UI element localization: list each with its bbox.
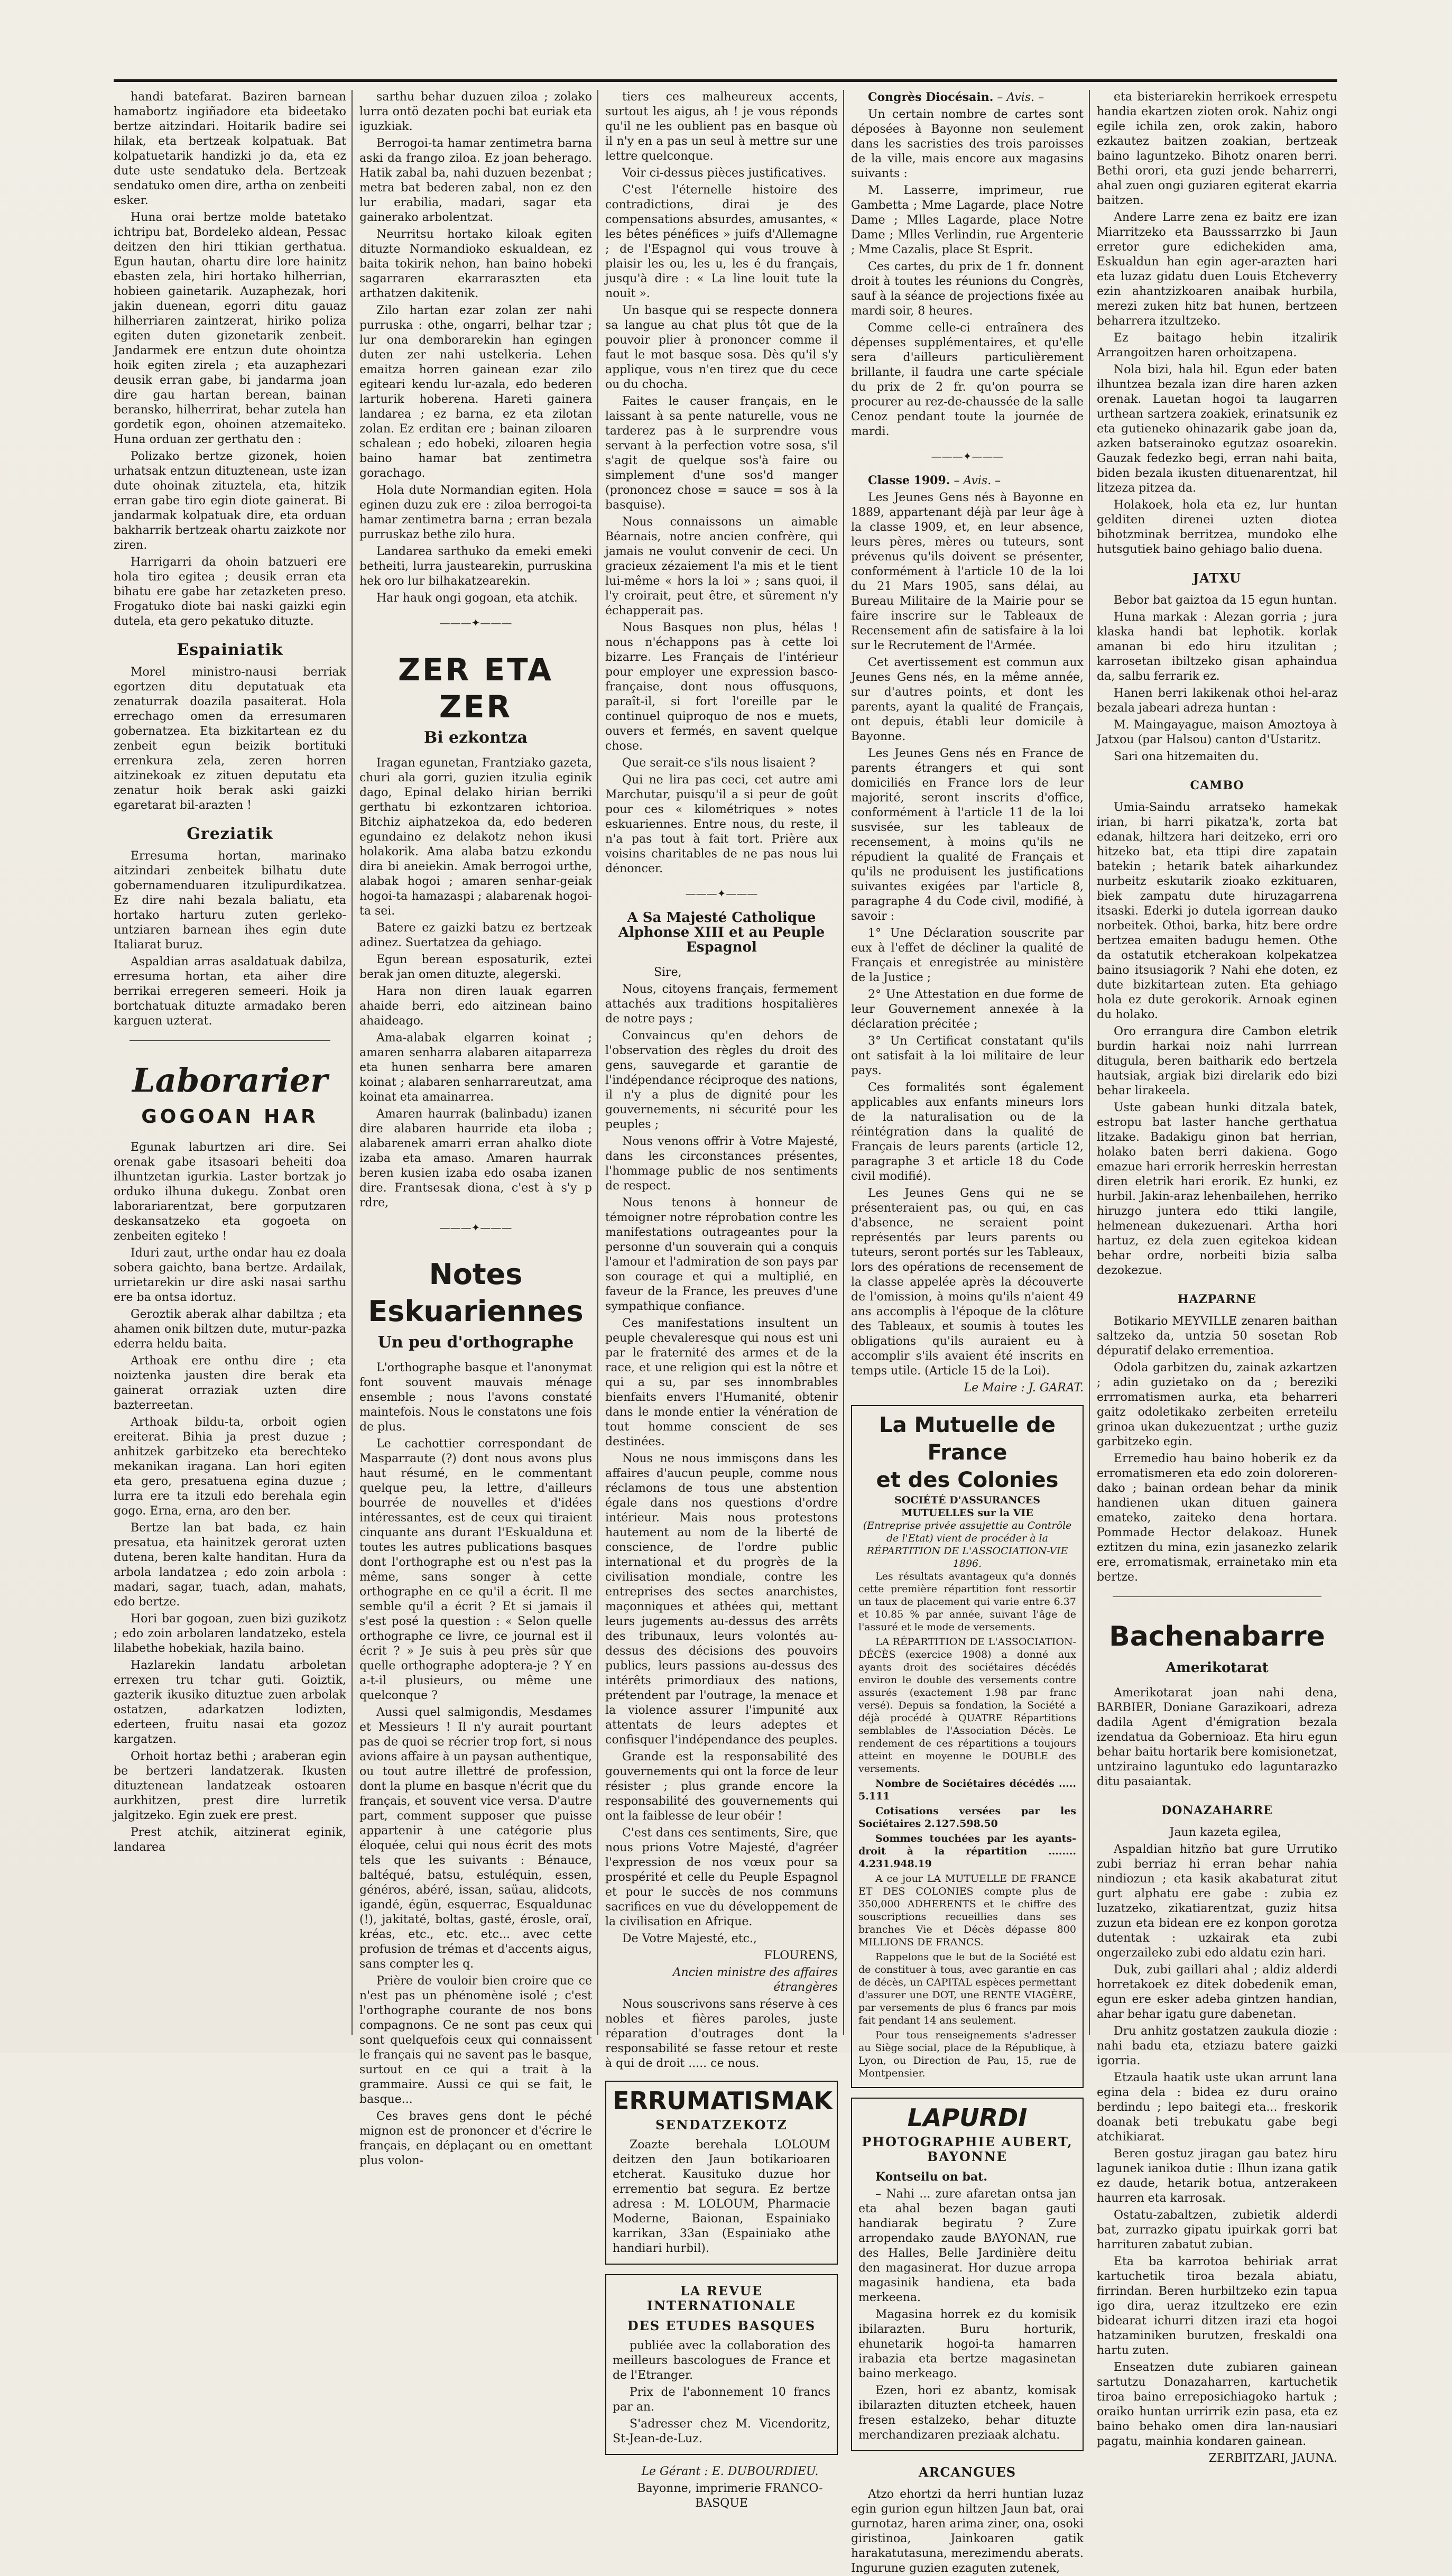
paragraph: Egun berean esposaturik, eztei berak jan omen dituzte, alegerski. (359, 953, 592, 981)
classe-lead (851, 473, 1084, 488)
paragraph: Nous ne nous immisçons dans les affaires d'aucun peuple, comme nous réclamons de tous une abstention égale dans nos questions d'ordre intérieur. Mais nous protestons hautement au nom de la liberté de conscience, de l'ordre public international et du progrès de la civilisation mondiale, contre les entreprises des sectes anarchistes, maçonniques et athées qui, mettant leurs jugements au-dessus des arrêts des tribunaux, leurs volontés au-dessus des décisions des pouvoirs publics, leurs passions au-dessus des intérêts primordiaux des nations, prétendent par l'outrage, la menace et la violence assurer l'impunité aux attentats de leurs adeptes et confisquer l'indépendance des peuples. (605, 1452, 838, 1747)
paragraph: Batere ez gaizki batzu ez bertzeak adinez. Suertatzea da gehiago. (359, 921, 592, 949)
paragraph: Oro errangura dire Cambon eletrik burdin harkai noiz nahi lurrrean ditugula, beren baitharik edo bertzela hautsiak, argiak bizi direlarik edo bizi behar lirakeela. (1097, 1025, 1337, 1097)
heading-donazaharre: DONAZAHARRE (1161, 1804, 1273, 1817)
paragraph: Ezen, hori ez abantz, komisak ibilarazten dituzten etcheek, hauen fresen estalzeko, behar dituzte merchandizaren preziaak alchatu. (858, 2384, 1076, 2442)
paragraph: Le cachottier correspondant de Masparraute (?) dont nous avons plus haut résumé, en le commentant quelque peu, la lettre, d'ailleurs bourrée de nouvelles et d'idées intéressantes, est de ceux qui tiraient cinquante ans durant l'Eskualduna et toutes les autres publications basques dont l'orthographe est ou n'est pas la même, sans songer à cette orthographe en ce qu'il a écrit. Il me semble qu'il a écrit ? Et si jamais il s'est posé la question : « Selon quelle orthographe ce livre, ce journal est il écrit ? » Je suis à peu près sûr que quelle orthographe adoptera-je ? Y en a-t-il plusieurs, ou même une quelconque ? (359, 1437, 592, 1702)
paragraph: Les résultats avantageux qu'a donnés cette première répartition font ressortir un taux de placement qui varie entre 6.37 et 10.85 % par année, suivant l'âge de l'assuré et le mode de versements. (858, 1571, 1076, 1633)
title-notes-eskuariennes: Notes Eskuariennes (368, 1258, 584, 1328)
paragraph: Cet avertissement est commun aux Jeunes Gens nés, en la même année, sur d'autres points, et dont les parents, ayant la qualité de Français, ont depuis, établi leur domicile à Bayonne. (851, 656, 1084, 743)
paragraph: Dru anhitz gostatzen zaukula diozie : nahi badu eta, etziazu batere gaizki igorria. (1097, 2025, 1337, 2067)
paragraph: Enseatzen dute zubiaren gainean sartutzu Donazaharren, kartuchetik tiroa baino erreposichiagoko hartuk ; oraiko huntan urrirrik ezin pasa, eta ez baino behako omen dira lan-nausiari pagatu, mainhia kondaren gainean. (1097, 2361, 1337, 2448)
col2-intro (359, 90, 592, 606)
paragraph: Holakoek, hola eta ez, lur huntan gelditen direnei uzten diotea bihotzminak berritzea, mundoko elhe hutsgutiek baino gehiago balio duena. (1097, 498, 1337, 556)
paragraph: Nola bizi, hala hil. Egun eder baten ilhuntzea bezala izan dire haren azken orenak. Lauetan hogoi ta laugarren urthean sartzera zoakiek, erinatsunik ez eta gutieneko ohinazarik gabe joan da, azken batserainoko egutzaz osoarekin. Gauzak fedezko begi, erran nahi baita, biden bezala ikusten dituenarentzat, hil litzeza pitzea da. (1097, 363, 1337, 495)
paragraph: Odola garbitzen du, zainak azkartzen ; adin guzietako on da ; bereziki errromatismen aurka, eta beharreri gaitz odoletikako zerbeiten erreteilu grinoa ukan dukezuentzat ; urthe guziz garbitzeko egin. (1097, 1361, 1337, 1448)
ad-mutuelle-body (858, 1570, 1076, 1775)
paragraph: Har hauk ongi gogoan, eta atchik. (376, 592, 578, 605)
paragraph: C'est dans ces sentiments, Sire, que nous prions Votre Majesté, d'agréer l'expression de nos vœux pour sa prospérité et celle du Peuple Espagnol et pour le succès de nos communs sacrifices en vue du développement de la civilisation en Afrique. (605, 1826, 838, 1928)
heading-hazparne: HAZPARNE (1177, 1292, 1257, 1306)
col5-cambo (1097, 800, 1337, 1278)
ad-revue-addr: S'adresser chez M. Vicendoritz, St-Jean-de-Luz. (613, 2417, 830, 2445)
ad-revue-body: publiée avec la collaboration des meilleurs bascologues de France et de l'Etranger. (613, 2339, 830, 2382)
paragraph: Iduri zaut, urthe ondar hau ez doala sobera gaichto, bana bertze. Ardailak, urrietarekin ur dire aski nasai sarthu ere ba ontsa idortuz. (114, 1247, 346, 1304)
col2-ezkontza (359, 756, 592, 1211)
col3-lettre (605, 982, 838, 1946)
ad-mutuelle-title-1: La Mutuelle de France (879, 1413, 1056, 1465)
paragraph: Prière de vouloir bien croire que ce n'est pas un phénomène isolé ; c'est l'orthographe courante de nos bons compagnons. Ce ne sont pas ceux qui sont quelquefois ceux qui connaissent le français qui ne savent pas le basque, surtout en ce qui a trait à la grammaire. Aussi ce qui se fait, le basque... (359, 1974, 592, 2106)
ad-lapurdi-title: LAPURDI (907, 2103, 1028, 2132)
ad-errumatismak-title: ERRUMATISMAK (613, 2086, 833, 2115)
heading-amerikotarat: Amerikotarat (1166, 1660, 1269, 1676)
paragraph: Ces cartes, du prix de 1 fr. donnent droit à toutes les réunions du Congrès, sauf à la séance de projections fixée au mardi soir, 8 heures. (851, 260, 1084, 318)
col5-donazaharre (1097, 1842, 1337, 2449)
paragraph: Uste gabean hunki ditzala batek, estropu bat laster hanche gerthatua litzake. Badakigu ginon bat herrian, holako baten berri dakiena. Gogo emazue hari errorik herreskin herrestan diren eletrik hari erorik. Ez hunki, ez hurbil. Jakin-araz lehenbailehen, herriko hiruzgo juntera edo ttiki langile, helmenean dukezuenari. Artha hori hartuz, ez dela zuen egitekoa kidean behar ordre, norbeiti bizia salba dezokezue. (1097, 1101, 1337, 1277)
paragraph: sarthu behar duzuen ziloa ; zolako lurra ontö dezaten pochi bat euriak eta iguzkiak. (359, 90, 592, 133)
col1-grezia (114, 849, 346, 1029)
paragraph: Aspaldian arras asaldatuak dabilza, erresuma hortan, eta aiher dire berrikai erregeren semeeri. Hoik ja bortchatuak dituzte armadako beren karguen uzterat. (114, 955, 346, 1028)
paragraph: Ostatu-zabaltzen, zubietik alderdi bat, zurrazko gipatu ipuirkak gorri bat harrituren zabatut zubian. (1097, 2209, 1337, 2251)
ornament-separator: ———✦——— (931, 450, 1004, 463)
paragraph: Sari ona hitzemaiten du. (1114, 750, 1259, 763)
paragraph: Aspaldian hitzño bat gure Urrutiko zubi berriaz hi erran behar nahia nindiozun ; eta kasik akabaturat zitut gurt alphatu ere gabe : zubia ez luzatzeko, zikatiarentzat, guziz hitsa zuzun eta bidean ere ez konpon gorotza dutentak : uzkairak eta zubi ongerzaileko zubi edo aldatu ezin hari. (1097, 1843, 1337, 1960)
ad-revue-line2: DES ETUDES BASQUES (627, 2318, 816, 2333)
paragraph: Huna orai bertze molde batetako ichtripu bat, Bordeleko aldean, Pessac deitzen den hiri ttikian gerthatua. Egun hautan, ohartu dire lore hainitz ebasten zela, hiri hortako hilherrian, hobieen gainetarik. Auzaphezak, hori jakin duenean, egorri ditu gauaz hilherriaren zaintzerat, hiriko poliza egiten duten gizonetarik zenbeit. Jandarmek ere entzun dute ohointza hoik egiten zirela ; eta auzaphezari deusik erran gabe, bi jandarma joan dire gau hartan berean, bainan beransko, hilherrirat, behar zutela han gordetik egon, ohoinen atzemaiteko. Huna orduan zer gerthatu den : (114, 211, 346, 446)
paragraph: Ces braves gens dont le péché mignon est de prononcer et d'écrire le français, en déplaçant ou en omettant plus volon- (359, 2110, 592, 2167)
ad-errumatismak-body: Zoazte berehala LOLOUM deitzen den Jaun botikarioaren etcherat. Kausituko duzue hor errementio bat segura. Ez bertze adresa : M. LOLOUM, Pharmacie Moderne, Baionan, Espainiako karrikan, 33an (Espainiako athe handiari hurbil). (613, 2138, 830, 2255)
col1-espainia (114, 665, 346, 813)
ad-lapurdi-konts-title: Kontseilu on bat. (875, 2170, 988, 2184)
paragraph: Nous, citoyens français, fermement attachés aux traditions hospitalières de notre pays ; (605, 983, 838, 1026)
paragraph: handi batefarat. Baziren barnean hamabortz ingiñadore eta bideetako bertze aitzindari. Hoitarik badire sei hilak, eta bertzeak kolpatuak. Bat kolpatuetarik handizki jo da, eta ez dute uste sendatuko dela. Bertzeak sendatuko omen dire, artha on zenbeiti esker. (114, 90, 346, 207)
paragraph: Magasina horrek ez du komisik ibilarazten. Buru horturik, ehunetarik hogoi-ta hamarren irabazia eta bertze magasinetan baino merkeago. (858, 2308, 1076, 2380)
congres-title: Congrès Diocésain. (868, 90, 994, 104)
col1-intro (114, 90, 346, 629)
paragraph: Egunak laburtzen ari dire. Sei orenak gabe itsasoari beheiti doa ilhuntzetan igurkia. Laster bortzak jo orduko ilhuna dukegu. Zonbat oren laborariarentzat, bere gorputzaren deskansatzeko eta gogoeta on zenbeiten egiteko ! (114, 1141, 346, 1243)
jaun-kazeta: Jaun kazeta egilea, (1169, 1826, 1282, 1839)
paragraph: 1° Une Déclaration souscrite par eux à l'effet de décliner la qualité de Français et enregistrée au ministère de la Justice ; (851, 927, 1084, 984)
title-bachenabarre: Bachenabarre (1109, 1621, 1325, 1652)
paragraph: Ces formalités sont également applicables aux enfants mineurs lors de la naturalisation ou de la réintégration dans la qualité de Français de leurs parents (article 12, paragraphe 3 et article 18 du Code civil modifié). (851, 1081, 1084, 1183)
ad-revue-line1: LA REVUE INTERNATIONALE (646, 2283, 797, 2313)
paragraph: Les Jeunes Gens nés en France de parents étrangers et qui sont domiciliés en France lors de leur majorité, seront inscrits d'office, conformément à l'article 11 de la loi susvisée, sur les tableaux de recensement, à moins qu'ils ne répudient la qualité de Français et qu'ils ne produisent les justifications suivantes exigées par l'article 8, paragraphe 4 du Code civil, modifié, à savoir : (851, 747, 1084, 923)
paragraph: Qui ne lira pas ceci, cet autre ami Marchutar, puisqu'il a si peur de goût pour ces « kilométriques » notes eskuariennes. Entre nous, du reste, il n'a pas tout à fait tort. Prière aux voisins charitables de ne pas nous lui dénoncer. (605, 773, 838, 875)
paragraph: L'orthographe basque et l'anonymat font souvent mauvais ménage ensemble ; nous l'avons constaté maintefois. Nous le constatons une fois de plus. (359, 1361, 592, 1434)
paragraph: Eta ba karrotoa behiriak arrat kartuchetik tiroa bezala abiatu, firrindan. Beren hurbiltzeko ezin tapua igo dira, ueraz itzultzeko ere ezin bidearat ichurri ditzen irazi eta hogoi hatzaminiken burutzen, freskaldi ona hartu zuten. (1097, 2255, 1337, 2357)
paragraph: Aussi quel salmigondis, Mesdames et Messieurs ! Il n'y aurait pourtant pas de quoi se récrier trop fort, si nous avions affaire à un paysan authentique, ou tout autre illettré de profession, dont la plume en basque n'écrit que du français, et souvent vice versa. D'autre part, comment supposer que puisse appartenir à une catégorie plus éloquée, celui qui nous écrit des mots tels que les suivants : Bénauce, baltéqué, batsu, estuléquin, essen, généros, abéré, issan, saüau, alidcots, igandé, égün, esquerrac, Esqualdunac (!), jakitaté, boltas, gasté, érosle, oraï, kréas, etc., etc. etc... avec cette profusion de trémas et d'accents aigus, sans compter les q. (359, 1706, 592, 1971)
heading-arcangues: ARCANGUES (918, 2464, 1016, 2480)
paragraph: De Votre Majesté, etc., (622, 1932, 757, 1945)
printer: Bayonne, imprimerie FRANCO-BASQUE (637, 2482, 823, 2510)
paragraph: C'est l'éternelle histoire des contradictions, dirai je des compensations absurdes, amusantes, « les bêtes pénéfices » juifs d'Allemagne ; de l'Espagnol qui vous trouve à plaisir les ou, les u, les é du français, jusqu'à dire : « La line louit tute la nouit ». (605, 183, 838, 300)
separator (130, 1040, 330, 1041)
paragraph: Nombre de Sociétaires décédés ..... 5.111 (858, 1778, 1076, 1802)
ad-lapurdi-sub: PHOTOGRAPHIE AUBERT, BAYONNE (862, 2134, 1073, 2164)
ornament-separator: ———✦——— (439, 616, 512, 629)
paragraph: Beren gostuz jiragan gau batez hiru lagunek ianikoa dutie : Ilhun izana gatik ez daude, hetarik botua, antzerakeen haurren eta karrosak. (1097, 2147, 1337, 2205)
top-rule (114, 79, 1337, 82)
paragraph: 3° Un Certificat constatant qu'ils ont satisfait à la loi militaire de leur pays. (851, 1035, 1084, 1077)
ad-errumatismak-sub: SENDATZEKOTZ (655, 2117, 788, 2132)
column-rule (597, 90, 598, 2035)
col1-laborarier (114, 1140, 346, 1855)
paragraph: Hola dute Normandian egiten. Hola eginen duzu zuk ere : ziloa berrogoi-ta hamar zentimetra barna ; erran bezala purruskaz bethe zilo hura. (359, 484, 592, 541)
paragraph: Polizako bertze gizonek, hoien urhatsak entzun dituztenean, uste izan dute ohoinak zituztela, eta, hitzik erran gabe tiro egin diote gainerat. Bi jandarmak kolpatuak dire, eta orduan bakharrik bertzeak ohartu zaizkote nor ziren. (114, 450, 346, 552)
congres-avis: – Avis. – (997, 91, 1044, 104)
paragraph: Orhoit hortaz bethi ; araberan egin be bertzeri landatzerak. Ikusten dituztenean landatzeak ostoaren aurkhitzen, prest dire lurretik jalgitzeko. Egin zuek ere prest. (114, 1750, 346, 1822)
paragraph: Neurritsu hortako kiloak egiten dituzte Normandioko eskualdean, ez baita tokirik nehon, han baino hobeki sagarraren ekarraraszten eta arthatzen dakitenik. (359, 228, 592, 300)
title-zer-eta-zer: ZER ETA ZER (397, 652, 554, 725)
gerant: Le Gérant : E. DUBOURDIEU. (641, 2465, 819, 2478)
paragraph: Que serait-ce s'ils nous lisaient ? (622, 756, 816, 770)
paragraph: tiers ces malheureux accents, surtout les aigus, ah ! je vous réponds qu'il ne les oublient pas en basque où il n'y en a pas un seul à mettre sur une lettre quelconque. (605, 90, 838, 163)
paragraph: A ce jour LA MUTUELLE DE FRANCE ET DES COLONIES compte plus de 350,000 ADHERENTS et le chiffre des souscriptions recueillies dans ses branches Vie et Décès dépasse 800 MILLIONS DE FRANCS. (858, 1873, 1076, 1948)
ad-mutuelle-title-2: et des Colonies (876, 1468, 1059, 1492)
heading-alphonse-xiii: A Sa Majesté Catholique Alphonse XIII et au Peuple Espagnol (618, 910, 825, 955)
paragraph: Faites le causer français, en le laissant à sa pente naturelle, vous ne tarderez pas à le surprendre vous servant à la perfection votre sosa, s'il s'agit de quelque sos'à faire ou simplement d'une sos'd manger (prononcez chose = sauce = sos à la basquise). (605, 395, 838, 512)
zerbitzari: ZERBITZARI, JAUNA. (1208, 2452, 1337, 2465)
section-heading-grezia: Greziatik (187, 825, 273, 843)
section-heading-espainia: Espainiatik (177, 641, 283, 659)
paragraph: Les Jeunes Gens nés à Bayonne en 1889, appartenant déjà par leur âge à la classe 1909, et, en leur absence, leurs pères, mères ou tuteurs, sont prévenus qu'ils doivent se présenter, conformément à l'article 10 de la loi du 21 Mars 1905, sans délai, au Bureau Militaire de la Mairie pour se faire inscrire sur le Tableaux de Recensement afin de satisfaire à la loi sur le Recrutement de l'Armée. (851, 491, 1084, 652)
signature-role: Ancien ministre des affaires étrangères (672, 1966, 838, 1994)
paragraph: Iragan egunetan, Frantziako gazeta, churi ala gorri, guzien itzulia eginik dago, Epinal delako hirian berriki gerthatu bi ezkontzaren ichtorioa. Bitchiz aiphatzekoa da, edo bederen egundaino ez delakotz nehon ikusi holakorik. Ama alaba batzu ezkondu dira bi aneiekin. Amak berrogoi urthe, alabak hogoi ; amaren senhar-geiak hogoi-ta hamazaspi ; alabarenak hogoi-ta sei. (359, 756, 592, 918)
paragraph: M. Maingayague, maison Amoztoya à Jatxou (par Halsou) canton d'Ustaritz. (1097, 718, 1337, 746)
paragraph: Prest atchik, aitzinerat eginik, landarea (114, 1826, 346, 1854)
paragraph: Landarea sarthuko da emeki emeki betheiti, lurra jaustearekin, purruskina hek oro lur bilhakatzearekin. (359, 545, 592, 588)
paragraph: Bebor bat gaiztoa da 15 egun huntan. (1114, 594, 1337, 607)
paragraph: – Nahi ... zure afaretan ontsa jan eta ahal bezen bagan gauti handiarak begiratu ? Zure arropendako zaude BAYONAN, rue des Halles, Belle Jardinière deitu den magasinerat. Hor duzue arropa magasinik handiena, eta bada merkeena. (858, 2187, 1076, 2304)
ad-lapurdi (851, 2098, 1084, 2451)
col3-intro (605, 90, 838, 876)
paragraph: Bertze lan bat bada, ez hain presatua, eta hainitzek gerorat uzten dutena, beren kalte handitan. Hura da arbola landatzea ; edo zoin arbola : madari, sagar, tuach, adan, mahats, edo bertze. (114, 1521, 346, 1609)
paragraph: Hori bar gogoan, zuen bizi guzikotz ; edo zoin arbolaren landatzeko, estela lilabethe hobekiak, hazila baino. (114, 1612, 346, 1655)
arcangues-body: Atzo ehortzi da herri huntian luzaz egin gurion egun hiltzen Jaun bat, orai gurnotaz, haren arima ziner, ona, osoki giristinoa, Jainkoaren gatik harakatutasuna, merezimendu aberats. Ingurune guzien ezaguten zutenek, (851, 2488, 1084, 2575)
paragraph: Arthoak bildu-ta, orboit ogien ereiterat. Bihia ja prest duzue ; anhitzek garbitzeko eta berechteko mekanikan iragana. Lan hori egiten eta gero, presatuena egina duzue ; lurra ere ta itzuli edo berehala egin gogo. Erna, erna, aro den ber. (114, 1416, 346, 1518)
ad-errumatismak (605, 2081, 838, 2265)
ad-mutuelle-stats (858, 1777, 1076, 1870)
ad-mutuelle-body2 (858, 1872, 1076, 2080)
col5-hazparne (1097, 1314, 1337, 1585)
paragraph: Ez baitago hebin itzalirik Arrangoitzen haren orhoitzapena. (1097, 331, 1337, 359)
column-3 (605, 90, 838, 2510)
paragraph: 2° Une Attestation en due forme de leur Gouvernement annexée à la déclaration précitée ; (851, 988, 1084, 1031)
paragraph: Andere Larre zena ez baitz ere izan Miarritzeko eta Bausssarrzko bi Jaun erretor gure edichekiden ama, Eskualdun han egin ager-arazten hari eta luzaz gidatu duen Louis Etcheverry ezin ahantzizkoaren anaibak hurbila, merezi zuken hitz bat hunen, bertzeen beharrera itzultzeko. (1097, 211, 1337, 328)
ad-mutuelle-sub2: (Entreprise privée assujettie au Contrôle de l'Etat) vient de procéder à la RÉPARTITION DE L'ASSOCIATION-VIE 1896. (863, 1520, 1072, 1569)
congres-lead (851, 90, 1084, 105)
ad-revue-internationale (605, 2274, 838, 2455)
paragraph: Nous tenons à honneur de témoigner notre réprobation contre les manifestations outrageantes pour la personne d'un souverain qui a conquis l'amour et l'admiration de son pays par son courage et qui a multiplié, en faveur de la France, les preuves d'une sympathique confiance. (605, 1196, 838, 1313)
ad-revue-price: Prix de l'abonnement 10 francs par an. (613, 2386, 830, 2414)
paragraph: Umia-Saindu arratseko hamekak irian, bi harri pikatza'k, zorta bat edanak, hiltzera hari deitzeko, erri oro hitzeko bat, eta ttipi dire zapatain batekin ; hetarik batek aiharkundez nurbeitz eskutarik zioako ezkituaren, biek zampatu dute hiruzagarrena itsaski. Ederki jo dutela igorrean dauko norbeitek. Othoi, barka, hitz bere ordre bertzea emaiten badugu hemen. Othe da ostatutik etcherakoan kolpekatzea baino itsusiagorik ? Nahi ehe doten, ez dute bizkitartean zuten. Eta gehiago hola ez dute gerokorik. Arnoak eginen du holako. (1097, 801, 1337, 1021)
classe-title: Classe 1909. (868, 474, 950, 487)
col4-classe (851, 491, 1084, 1379)
paragraph: Sommes touchées par les ayants-droit à la répartition ........ 4.231.948.19 (858, 1833, 1076, 1870)
paragraph: Huna markak : Alezan gorria ; jura klaska handi bat lephotik. korlak amanan bi edo hiru itzulitan ; karrosetan ibiltzeko gisan aphaindua da, salbu ferrarik ez. (1097, 611, 1337, 683)
heading-cambo: CAMBO (1190, 779, 1244, 792)
paragraph: Erremedio hau baino hoberik ez da erromatismeren eta edo zoin doloreren-dako ; bainan ordean behar da minik handienen ukan dituen gainera emateko, zaiteko dena hortara. Pommade Hector delakoaz. Hunek eztitzen du mina, ezin jasanezko zelarik ere, erromatismak, errainetako min eta bertze. (1097, 1452, 1337, 1584)
heading-orthographe: Un peu d'orthographe (377, 1333, 574, 1352)
paragraph: Morel ministro-nausi berriak egortzen ditu deputatuak eta zenaturrak doazila pasaiterat. Hola errechago omen da erresumaren gobernatzea. Eta bizkitartean ez du zenbeit egun beizik bortituki errenkura zela, zeren horren aitzinekoak ez zituen deputatu eta zenatur hoik berak aski gaizki egaretarat bil-arazten ! (114, 666, 346, 812)
col5-jatxu (1097, 593, 1337, 764)
paragraph: Etzaula haatik uste ukan arrunt lana egina dela : bidea ez duru oraino berdindu ; lepo baitegi eta... freskorik doanak beti trebukatu gabe begi atchikiarat. (1097, 2071, 1337, 2144)
souscription: Nous souscrivons sans réserve à ces nobles et fières paroles, juste réparation d'outrages dont la responsabilité se fasse retour et reste à qui de droit ..... ce nous. (605, 1998, 838, 2070)
paragraph: Nous connaissons un aimable Béarnais, notre ancien confrère, qui jamais ne voulut convenir de ceci. Un gracieux zézaiement l'a mis et le tient lui-même « hors la loi » ; sans quoi, il l'y croirait, peut être, et sûrement n'y échapperait pas. (605, 515, 838, 617)
column-2 (359, 90, 592, 2167)
column-4 (851, 90, 1084, 2575)
paragraph: Un basque qui se respecte donnera sa langue au chat plus tôt que de la pouvoir plier à prononcer comme il faut le mot basque sosa. Dès qu'il s'y applique, vous n'en tirez que du cece ou du chocha. (605, 304, 838, 391)
ad-lapurdi-lead (858, 2169, 1076, 2185)
salutation: Sire, (654, 966, 682, 979)
subtitle-gogoan-har: GOGOAN HAR (141, 1106, 319, 1128)
amer-body: Amerikotarat joan nahi dena, BARBIER, Doniane Garazikoari, adreza dadila Agent d'émigration bezala izendatua da Gobernioaz. Eta hiru egun behar baitu hortarik bere komisionetzat, untziraino laguntuko edo laguntarazko ditu pasaiantak. (1097, 1686, 1337, 1788)
paragraph: M. Lasserre, imprimeur, rue Gambetta ; Mme Lagarde, place Notre Dame ; Mlles Lagarde, place Notre Dame ; Mlles Verlindin, rue Argenterie ; Mme Cazalis, place St Esprit. (851, 184, 1084, 256)
column-5 (1097, 90, 1337, 2465)
paragraph: Les Jeunes Gens qui ne se présenteraient pas, ou qui, en cas d'absence, ne seraient point représentés par leurs parents ou tuteurs, seront portés sur les Tableaux, lors des opérations de recensement de la classe appelée après la découverte de l'omission, à moins qu'ils n'aient 49 ans accomplis à l'époque de la clôture des Tableaux, et soumis à toutes les obligations qu'ils auraient eu à accomplir s'ils avaient été inscrits en temps utile. (Article 15 de la Loi). (851, 1187, 1084, 1378)
paragraph: Hanen berri lakikenak othoi hel-araz bezala jabeari adreza huntan : (1097, 687, 1337, 715)
heading-jatxu: JATXU (1192, 570, 1242, 586)
ad-mutuelle (851, 1405, 1084, 2088)
paragraph: Un certain nombre de cartes sont déposées à Bayonne non seulement dans les sacristies des trois paroisses de la ville, mais encore aux magasins suivants : (851, 108, 1084, 180)
paragraph: Rappelons que le but de la Société est de constituer à tous, avec garantie en cas de décès, un CAPITAL espèces permettant d'assurer une DOT, une RENTE VIAGÈRE, par versements de plus 6 francs par mois fait pendant 14 ans seulement. (858, 1951, 1076, 2026)
paragraph: Botikario MEYVILLE zenaren baithan saltzeko da, untzia 50 sosetan Rob dépuratif delako errementioa. (1097, 1315, 1337, 1358)
paragraph: Duk, zubi gaillari ahal ; aldiz alderdi horretakoek ez ditek dobedenik eman, egun ere esker adeba gintzen handian, ahar behar igatu gure dabenetan. (1097, 1963, 1337, 2021)
paragraph: eta bisteriarekin herrikoek errespetu handia ekartzen zioten orok. Nahiz ongi egile ichila zen, orok zakin, haboro ezkautez baitzen zoakian, bertzeak baino laguntzeko. Bihotz onaren berri. Bethi orori, eta guzi jende beharrerri, ahal zuen ongi guziaren egiterat ekarria baitzen. (1097, 90, 1337, 207)
heading-bi-ezkontza: Bi ezkontza (423, 728, 528, 747)
paragraph: Cotisations versées par les Sociétaires 2.127.598.50 (858, 1805, 1076, 1830)
ad-mutuelle-sub: SOCIÉTÉ D'ASSURANCES MUTUELLES sur la VIE (894, 1494, 1040, 1519)
paragraph: Ama-alabak elgarren koinat ; amaren senharra alabaren aitaparreza eta hunen senharra bere amaren koinat ; alabaren senharrareutzat, ama koinat eta amainarrea. (359, 1031, 592, 1104)
paragraph: Nous venons offrir à Votre Majesté, dans les circonstances présentes, l'hommage public de nos sentiments de respect. (605, 1135, 838, 1193)
ornament-separator: ———✦——— (439, 1221, 512, 1234)
col5-intro (1097, 90, 1337, 557)
separator (1113, 1596, 1321, 1597)
ornament-separator: ———✦——— (685, 887, 758, 900)
paragraph: Pour tous renseignements s'adresser au Siège social, place de la République, à Lyon, ou Direction de Pau, 15, rue de Montpensier. (858, 2029, 1076, 2079)
paragraph: Convaincus qu'en dehors de l'observation des règles du droit des gens, sauvegarde et garantie de l'indépendance réciproque des nations, il n'y a plus de dignité pour les gouvernements, ni sécurité pour les peuples ; (605, 1029, 838, 1131)
paragraph: Amaren haurrak (balinbadu) izanen dire alabaren haurride eta iloba ; alabarenek amarri erran ahalko diote izaba eta amaso. Amaren haurrak beren kusien izaba edo osaba izanen dire. Frantsesak diona, c'est à s'y p rdre, (359, 1107, 592, 1209)
paragraph: Arthoak ere onthu dire ; eta noiztenka jausten dire berak eta gainerat orraziak uzten dire bazterreetan. (114, 1354, 346, 1412)
title-laborarier: Laborarier (132, 1061, 328, 1100)
paragraph: Harrigarri da ohoin batzueri ere hola tiro egitea ; deusik erran eta bihatu ere gabe har zetazketen preso. Frogatuko diote bai naski gaizki egin dutela, eta gero pekatuko dituzte. (114, 556, 346, 628)
ad-lapurdi-body (858, 2187, 1076, 2443)
paragraph: LA RÉPARTITION DE L'ASSOCIATION-DÉCÈS (exercice 1908) a donné aux ayants droit des sociétaires décédés environ le double des versements contre assurés (exactement 1.98 par franc versé). Depuis sa fondation, la Société a déjà procédé à QUATRE Répartitions semblables de l'Association Décès. Le rendement de ces répartitions a toujours atteint en moyenne le DOUBLE des versements. (858, 1636, 1076, 1775)
col2-orthographe (359, 1361, 592, 2168)
paragraph: Erresuma hortan, marinako aitzindari zenbeitek bilhatu dute gobernamenduaren itzulipurdikatzea. Ez dire nahi bezala baliatu, eta hortako harturu zuten gerleko-untziaren barnean ihes egin dute Italiarat buruz. (114, 850, 346, 952)
column-rule (843, 90, 844, 2035)
paragraph: Grande est la responsabilité des gouvernements qui ont la force de leur résister ; plus grande encore la responsabilité des gouvernements qui ont la faiblesse de leur obéir ! (605, 1750, 838, 1823)
maire: Le Maire : J. GARAT. (964, 1381, 1084, 1395)
paragraph: Geroztik aberak alhar dabiltza ; eta ahamen onik biltzen dute, mutur-pazka ederra heldu baita. (114, 1308, 346, 1351)
signature-name: FLOURENS, (764, 1949, 838, 1962)
paragraph: Hara non diren lauak egarren ahaide berri, edo aitzinean baino ahaideago. (359, 985, 592, 1028)
paragraph: Nous Basques non plus, hélas ! nous n'échappons pas à cette loi bizarre. Les Français de l'intérieur pour employer une expression basco-française, dont nous offusquons, paraît-il, si fort l'oreille par le continuel quiproquo de nos e muets, ouvers et fermés, en savent quelque chose. (605, 621, 838, 753)
paragraph: Hazlarekin landatu arboletan errexen tru tchar guti. Goiztik, gazterik ikusiko dituztue zuen arbolak ostatzen, adarkatzen lodizten, ederteen, fruitu nasai eta gozoz kargatzen. (114, 1659, 346, 1746)
paragraph: Ces manifestations insultent un peuple chevaleresque qui nous est uni par le fraternité des armes et de la race, et une religion qui est la nôtre et qui a su, par ses innombrables bienfaits envers l'Humanité, obtenir dans le monde entier la vénération de tout homme conscient de ses destinées. (605, 1317, 838, 1448)
column-rule (1089, 90, 1090, 2035)
column-rule (352, 90, 353, 2035)
classe-avis: – Avis. – (954, 474, 1001, 487)
paragraph: Comme celle-ci entraînera des dépenses supplémentaires, et qu'elle sera d'ailleurs particulièrement brillante, il faudra une carte spéciale du prix de 2 fr. qu'on pourra se procurer au rez-de-chaussée de la salle Cenoz pendant toute la journée de mardi. (851, 321, 1084, 438)
paragraph: Berrogoi-ta hamar zentimetra barna aski da frango ziloa. Ez joan beherago. Hatik zabal ba, nahi duzuen bezenbat ; metra bat bederen zabal, non ez den lur erabilia, madari, sagar eta gainerako arbolentzat. (359, 137, 592, 224)
column-1 (114, 90, 346, 2035)
paragraph: Voir ci-dessus pièces justificatives. (622, 167, 827, 180)
paragraph: Zilo hartan ezar zolan zer nahi purruska : othe, ongarri, belhar tzar ; lur ona demborarekin han egingen duten zer nahi ustelkeria. Lehen emaitza horren gainean ezar zilo egiteari kendu lur-azala, edo bederen larturik hoberena. Hareti gainera landarea ; ez barna, ez eta zilotan zolan. Ez erditan ere ; bainan ziloaren schalean ; edo hobeki, ziloaren hegia baino hamar bat zentimetra gorachago. (359, 304, 592, 480)
col4-congres (851, 107, 1084, 439)
